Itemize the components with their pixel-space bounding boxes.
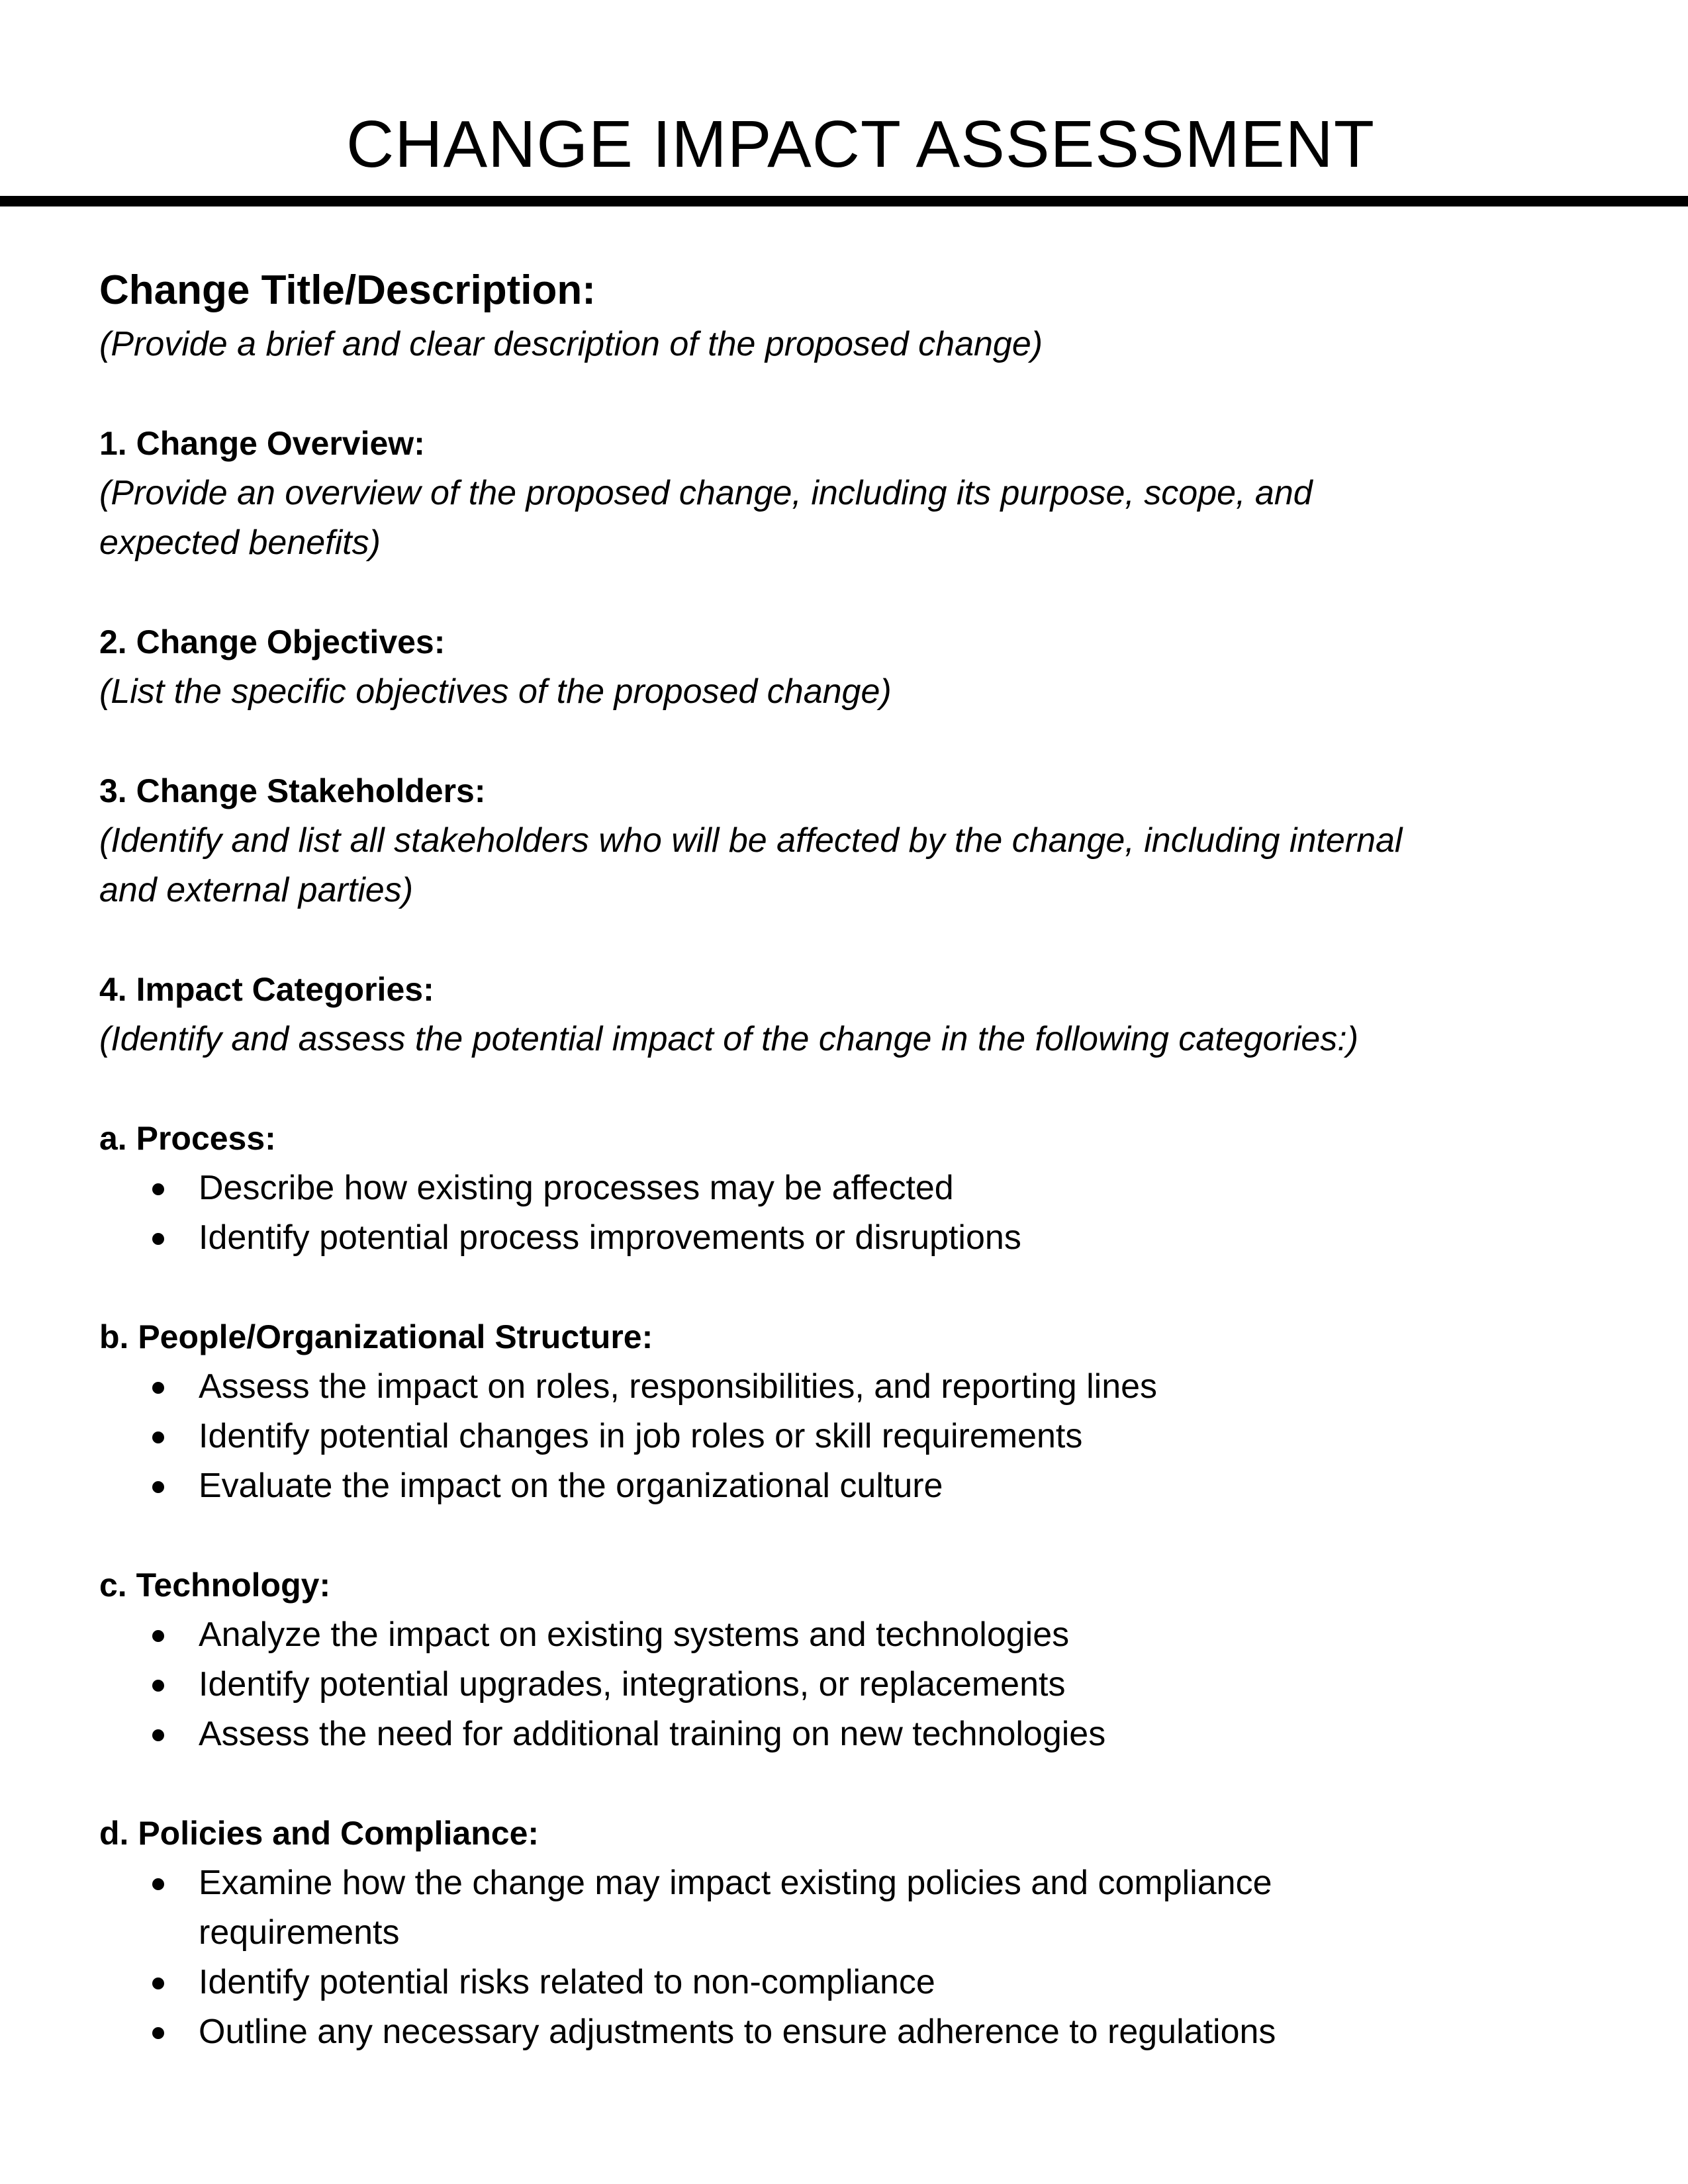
bullet-text: Identify potential risks related to non-compliance: [199, 1963, 935, 2001]
section-heading-change-objectives: 2. Change Objectives:: [99, 623, 445, 660]
section-note-line: (Identify and assess the potential impact of the change in the following categories:): [99, 1020, 1359, 1058]
spacer: [99, 717, 1622, 766]
bullet-icon: [152, 1878, 164, 1890]
category-heading-policies: d. Policies and Compliance:: [99, 1815, 539, 1852]
category-bullet-list: [99, 1858, 1622, 2057]
category-heading-people: b. People/Organizational Structure:: [99, 1318, 653, 1355]
bullet-icon: [152, 1680, 164, 1692]
spacer: [99, 369, 1622, 419]
bullet-item: [99, 2007, 1622, 2057]
bullet-icon: [152, 1630, 164, 1642]
spacer: [99, 568, 1622, 617]
bullet-icon: [152, 2027, 164, 2039]
bullet-item: [99, 1461, 1622, 1511]
spacer: [99, 1759, 1622, 1809]
bullet-item: [99, 1610, 1622, 1660]
section-note-line: and external parties): [99, 871, 414, 909]
bullet-text-continuation: requirements: [199, 1913, 400, 1952]
bullet-text: Outline any necessary adjustments to ensure adherence to regulations: [199, 2013, 1276, 2051]
bullet-text: Assess the impact on roles, responsibilities, and reporting lines: [199, 1367, 1158, 1406]
bullet-icon: [152, 1382, 164, 1394]
bullet-item: [99, 1163, 1622, 1213]
section-heading-impact-categories: 4. Impact Categories:: [99, 971, 434, 1008]
bullet-text: Describe how existing processes may be affected: [199, 1169, 954, 1207]
section-note-line: expected benefits): [99, 523, 381, 562]
bullet-icon: [152, 1432, 164, 1443]
title-divider: [0, 196, 1688, 206]
spacer: [99, 915, 1622, 965]
category-heading-process: a. Process:: [99, 1120, 276, 1157]
category-heading-technology: c. Technology:: [99, 1567, 331, 1604]
change-title-heading: Change Title/Description:: [99, 267, 596, 313]
bullet-item: [99, 1362, 1622, 1412]
bullet-item: [99, 1213, 1622, 1263]
page-title: CHANGE IMPACT ASSESSMENT: [346, 107, 1375, 181]
bullet-icon: [152, 1729, 164, 1741]
bullet-item: [99, 1958, 1622, 2007]
bullet-icon: [152, 1978, 164, 1989]
bullet-item: [99, 1660, 1622, 1709]
change-title-note: (Provide a brief and clear description of the proposed change): [99, 325, 1043, 363]
bullet-text: Analyze the impact on existing systems and technologies: [199, 1615, 1070, 1654]
document-body: [99, 261, 1622, 2057]
bullet-item: [99, 1412, 1622, 1461]
bullet-text: Identify potential upgrades, integrations, or replacements: [199, 1665, 1066, 1704]
bullet-text: Evaluate the impact on the organizational culture: [199, 1467, 943, 1505]
category-bullet-list: [99, 1610, 1622, 1759]
category-bullet-list: [99, 1163, 1622, 1263]
bullet-icon: [152, 1183, 164, 1195]
bullet-text: Identify potential changes in job roles or skill requirements: [199, 1417, 1083, 1455]
section-note-line: (Provide an overview of the proposed change, including its purpose, scope, and: [99, 474, 1313, 512]
bullet-text: Examine how the change may impact existing policies and compliance: [199, 1864, 1272, 1902]
bullet-item: [99, 1858, 1622, 1958]
section-note-line: (Identify and list all stakeholders who will be affected by the change, including internal: [99, 821, 1403, 860]
section-heading-change-overview: 1. Change Overview:: [99, 425, 425, 462]
category-bullet-list: [99, 1362, 1622, 1511]
section-heading-change-stakeholders: 3. Change Stakeholders:: [99, 772, 486, 809]
spacer: [99, 1064, 1622, 1114]
bullet-item: [99, 1709, 1622, 1759]
bullet-text: Assess the need for additional training on new technologies: [199, 1715, 1106, 1753]
bullet-icon: [152, 1233, 164, 1245]
bullet-icon: [152, 1481, 164, 1493]
spacer: [99, 1511, 1622, 1561]
bullet-text: Identify potential process improvements or disruptions: [199, 1218, 1021, 1257]
spacer: [99, 1263, 1622, 1312]
section-note-line: (List the specific objectives of the proposed change): [99, 672, 892, 711]
